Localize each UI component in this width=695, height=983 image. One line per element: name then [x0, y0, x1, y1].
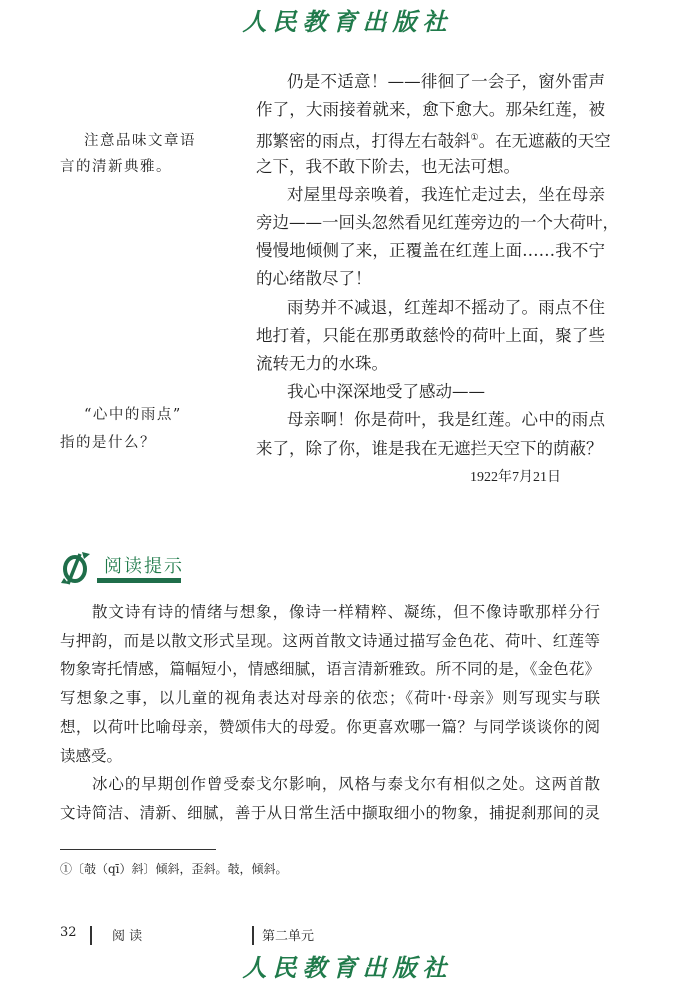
poem-line — [256, 127, 611, 151]
poem-line: 来了，除了你，谁是我在无遮拦天空下的荫蔽？ — [256, 438, 603, 458]
poem-date: 1922年7月21日 — [470, 470, 561, 485]
margin-note-line: 注意品味文章语 — [84, 133, 196, 149]
poem-line: 母亲啊！你是荷叶，我是红莲。心中的雨点 — [287, 410, 605, 430]
poem-text: 。在无遮蔽的天空 — [478, 131, 611, 151]
reading-hint-title: 阅读提示 — [104, 556, 184, 577]
reading-hint-line: 文诗简洁、清新、细腻，善于从日常生活中撷取细小的物象，捕捉刹那间的灵 — [60, 803, 600, 822]
footnote: ①〔攲（qī）斜〕倾斜，歪斜。攲，倾斜。 — [60, 862, 288, 876]
page-number: 32 — [60, 925, 77, 940]
poem-line: 的心绪散尽了！ — [256, 269, 372, 289]
poem-line: 对屋里母亲唤着，我连忙走过去，坐在母亲 — [287, 184, 605, 204]
margin-note-line: “心中的雨点” — [84, 407, 182, 423]
reading-hint-line: 读感受。 — [60, 746, 123, 765]
margin-note-line: 指的是什么？ — [60, 435, 156, 451]
reading-hint-line: 冰心的早期创作曾受泰戈尔影响，风格与泰戈尔有相似之处。这两首散 — [92, 775, 600, 794]
poem-line: 仍是不适意！——徘徊了一会子，窗外雷声 — [287, 72, 605, 91]
footer-book-title: 阅 读 — [112, 929, 143, 944]
reading-hint-line: 写想象之事，以儿童的视角表达对母亲的依恋；《荷叶·母亲》则写现实与联 — [60, 689, 600, 708]
reading-hint-underline — [97, 578, 181, 583]
footer-unit: 第二单元 — [262, 929, 315, 944]
reading-hint-line: 物象寄托情感，篇幅短小，情感细腻，语言清新雅致。所不同的是，《金色花》 — [60, 660, 600, 679]
publisher-logo-bottom: 人民教育出版社 — [242, 953, 453, 982]
footer-divider — [252, 926, 254, 945]
poem-line: 地打着，只能在那勇敢慈怜的荷叶上面，聚了些 — [256, 325, 605, 345]
publisher-logo-top: 人民教育出版社 — [242, 7, 453, 36]
poem-line: 作了，大雨接着就来，愈下愈大。那朵红莲，被 — [256, 100, 605, 120]
poem-text: 那繁密的雨点，打得左右攲斜 — [256, 131, 471, 151]
margin-note-line: 言的清新典雅。 — [60, 159, 172, 175]
footer-divider — [90, 926, 92, 945]
poem-line: 我心中深深地受了感动—— — [287, 382, 485, 402]
poem-line: 雨势并不减退，红莲却不摇动了。雨点不住 — [287, 297, 605, 317]
poem-line: 旁边——一回头忽然看见红莲旁边的一个大荷叶， — [256, 213, 619, 232]
poem-line: 流转无力的水珠。 — [256, 354, 388, 373]
poem-line: 之下，我不敢下阶去，也无法可想。 — [256, 156, 520, 176]
poem-line: 慢慢地倾侧了来，正覆盖在红莲上面……我不宁 — [256, 241, 605, 261]
reading-hint-icon — [58, 550, 92, 586]
footnote-divider — [60, 849, 216, 850]
reading-hint-line: 与押韵，而是以散文形式呈现。这两首散文诗通过描写金色花、荷叶、红莲等 — [60, 631, 600, 650]
reading-hint-line: 想，以荷叶比喻母亲，赞颂伟大的母爱。你更喜欢哪一篇？与同学谈谈你的阅 — [60, 717, 600, 736]
reading-hint-line: 散文诗有诗的情绪与想象，像诗一样精粹、凝练，但不像诗歌那样分行 — [92, 603, 600, 621]
footnote-ref[interactable]: ① — [470, 133, 479, 144]
